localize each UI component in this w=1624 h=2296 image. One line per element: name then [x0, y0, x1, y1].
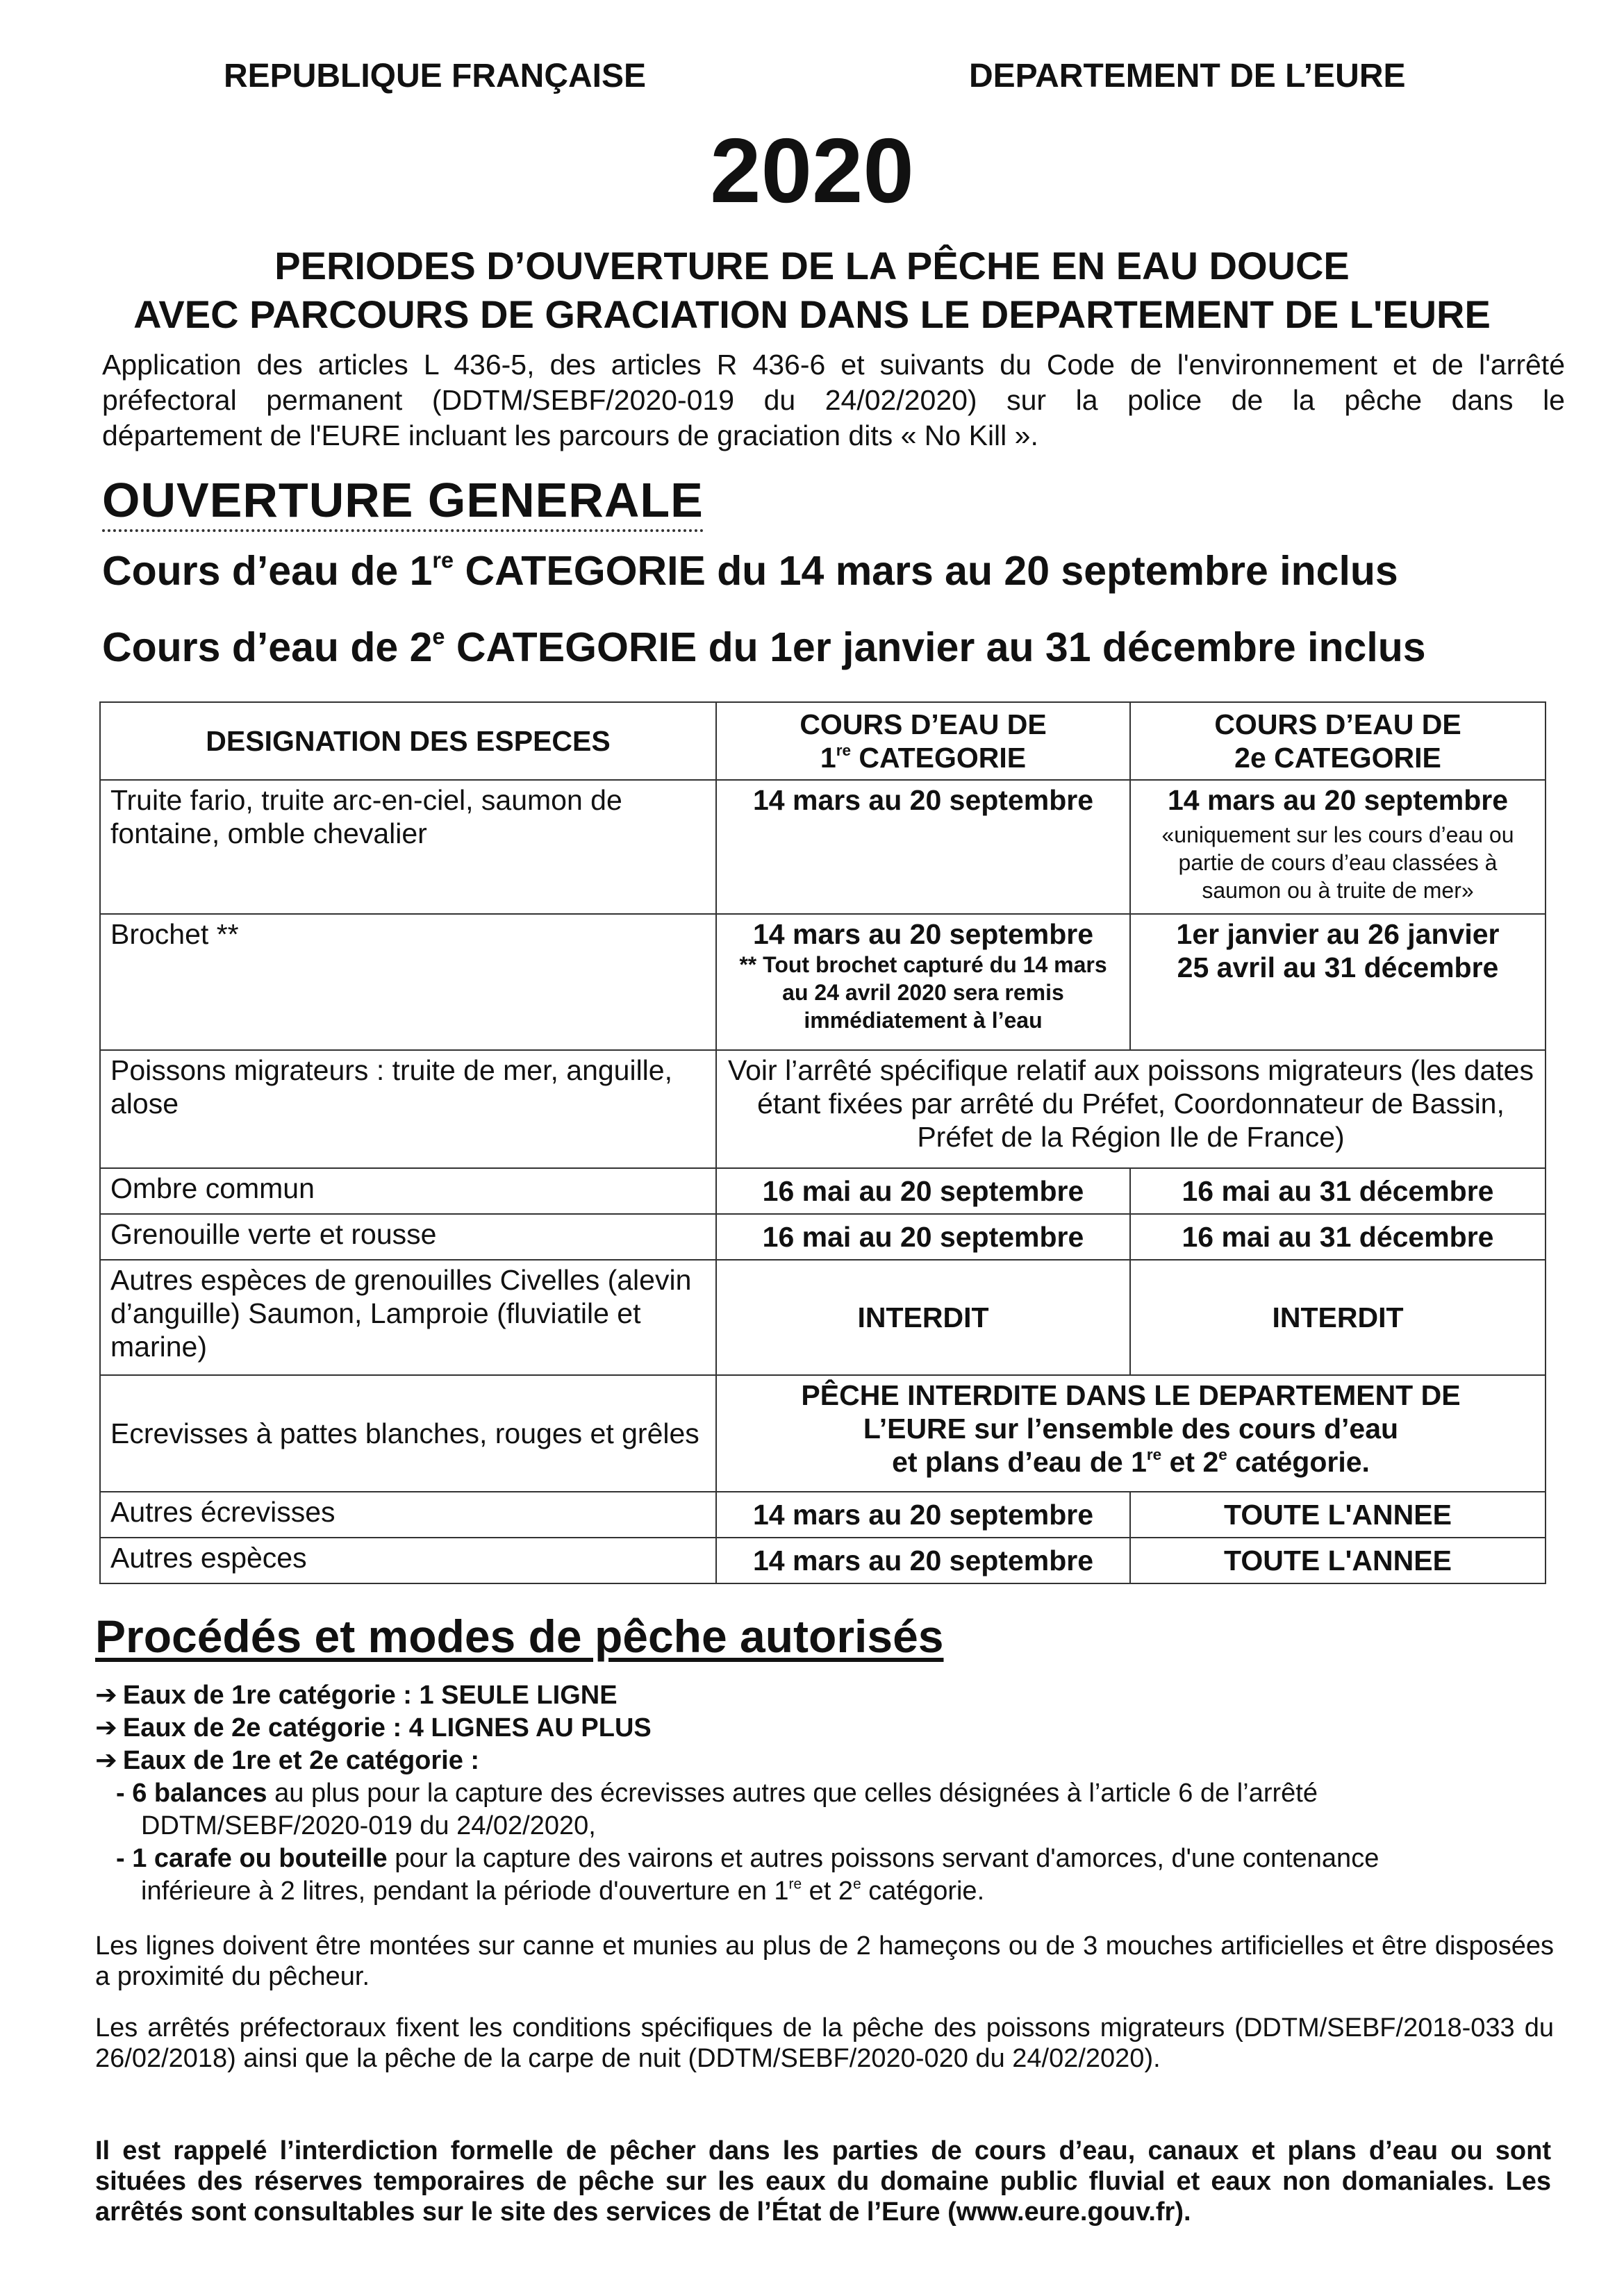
sub2-cont-b: et 2 — [802, 1877, 854, 1906]
header-cat2 — [1130, 702, 1546, 780]
table-row — [100, 1050, 1546, 1168]
ouverture-heading: OUVERTURE GENERALE — [102, 472, 704, 532]
item2-label: Eaux de 2e catégorie : — [122, 1713, 409, 1742]
ombre-cat2: 16 mai au 31 décembre — [1130, 1168, 1546, 1214]
sub1-bold: - 6 balances — [116, 1779, 267, 1808]
header-cat1-word: CATEGORIE — [851, 742, 1027, 774]
brochet-cat1 — [716, 914, 1130, 1050]
intro-line-3: département de l'EURE incluant les parcours de graciation dits « No Kill ». — [102, 419, 1038, 451]
table-row — [100, 1214, 1546, 1260]
header-departement: DEPARTEMENT DE L’EURE — [969, 58, 1406, 94]
cat2-sup: e — [432, 624, 445, 649]
paragraph-arretes: Les arrêtés préfectoraux fixent les conditions spécifiques de la pêche des poissons migrateurs (DDTM/SEBF/2018-033 du 26/02/2018) ainsi que la pêche de la carpe de nuit (DDTM/SEBF/2020-020 du 24/02/2020). — [95, 2013, 1554, 2073]
year-title: 2020 — [710, 119, 914, 222]
item2-value: 4 LIGNES AU PLUS — [408, 1713, 652, 1742]
brochet-cat2-line2: 25 avril au 31 décembre — [1177, 951, 1499, 983]
title-line-2: AVEC PARCOURS DE GRACIATION DANS LE DEPARTEMENT DE L'EURE — [133, 292, 1491, 336]
cat1-text-a: Cours d’eau de 1 — [102, 548, 433, 594]
grenouille-cat1: 16 mai au 20 septembre — [716, 1214, 1130, 1260]
rappel-paragraph: Il est rappelé l’interdiction formelle de pêcher dans les parties de cours d’eau, canaux et plans d’eau ou sont situées des réserves temporaires de pêche sur les eaux du domaine public fluvial et eaux non domaniales. Les arrêtés sont consultables sur le site des services de l’État de l’Eure (www.eure.gouv.fr). — [95, 2136, 1551, 2227]
ecrevisses-sup2: e — [1218, 1446, 1227, 1464]
truite-cat2-dates: 14 mars au 20 septembre — [1168, 784, 1508, 816]
autres-especes-cat2: TOUTE L'ANNEE — [1130, 1538, 1546, 1583]
item1-label: Eaux de 1re catégorie : — [122, 1681, 420, 1710]
item3-label: Eaux de 1re et 2e catégorie : — [122, 1746, 480, 1775]
species-ombre: Ombre commun — [100, 1168, 716, 1214]
table-header-row — [100, 702, 1546, 780]
sub2-bold: - 1 carafe ou bouteille — [116, 1844, 388, 1873]
brochet-cat1-note: ** Tout brochet capturé du 14 mars au 24 avril 2020 sera remis immédiatement à l’eau — [739, 952, 1107, 1033]
paragraph-lignes: Les lignes doivent être montées sur canne et munies au plus de 2 hameçons ou de 3 mouches artificielles et être disposées a proximité du pêcheur. — [95, 1931, 1554, 1991]
header-cat1-sup: re — [836, 742, 852, 760]
procedes-item-1 — [95, 1679, 1554, 1712]
truite-cat2 — [1130, 780, 1546, 914]
arrow-right-icon: ➔ — [95, 1713, 117, 1742]
item1-value: 1 SEULE LIGNE — [419, 1681, 618, 1710]
migrateurs-periods: Voir l’arrêté spécifique relatif aux poissons migrateurs (les dates étant fixées par arrêté du Préfet, Coordonnateur de Bassin, Préfet de la Région Ile de France) — [716, 1050, 1546, 1168]
procedes-sub-1-cont: DDTM/SEBF/2020-019 du 24/02/2020, — [141, 1811, 596, 1840]
procedes-sub-2 — [95, 1842, 1554, 1875]
table-row — [100, 1538, 1546, 1583]
procedes-sub-1 — [95, 1777, 1554, 1810]
categorie-1-line — [102, 547, 1398, 594]
header-cat2-line2: 2e CATEGORIE — [1234, 742, 1441, 774]
cat2-text-a: Cours d’eau de 2 — [102, 624, 433, 670]
procedes-item-3 — [95, 1745, 1554, 1777]
cat1-text-b: CATEGORIE du 14 mars au 20 septembre inclus — [454, 548, 1398, 594]
autres-ecrevisses-cat2: TOUTE L'ANNEE — [1130, 1492, 1546, 1538]
grenouille-cat2: 16 mai au 31 décembre — [1130, 1214, 1546, 1260]
header-republique: REPUBLIQUE FRANÇAISE — [224, 58, 647, 94]
sub1-text: au plus pour la capture des écrevisses autres que celles désignées à l’article 6 de l’arrêté — [267, 1779, 1318, 1808]
procedes-heading: Procédés et modes de pêche autorisés — [95, 1611, 944, 1662]
ecrevisses-line3-c: catégorie. — [1227, 1446, 1370, 1478]
species-ecrevisses-pattes: Ecrevisses à pattes blanches, rouges et grêles — [100, 1375, 716, 1492]
autres-ecrevisses-cat1: 14 mars au 20 septembre — [716, 1492, 1130, 1538]
autres-grenouilles-cat2: INTERDIT — [1130, 1260, 1546, 1375]
ecrevisses-line3-b: et 2 — [1161, 1446, 1219, 1478]
ecrevisses-pattes-periods — [716, 1375, 1546, 1492]
ecrevisses-line3 — [727, 1445, 1535, 1479]
procedes-sub-2-cont — [95, 1875, 1554, 1908]
species-migrateurs: Poissons migrateurs : truite de mer, anguille, alose — [100, 1050, 716, 1168]
table-row — [100, 1260, 1546, 1375]
autres-especes-cat1: 14 mars au 20 septembre — [716, 1538, 1130, 1583]
ecrevisses-line2: L’EURE sur l’ensemble des cours d’eau — [863, 1413, 1399, 1445]
header-cat1-line2 — [727, 741, 1120, 774]
arrow-right-icon: ➔ — [95, 1746, 117, 1775]
procedes-item-2 — [95, 1712, 1554, 1745]
header-cat2-line1: COURS D’EAU DE — [1214, 708, 1461, 740]
table-row — [100, 1168, 1546, 1214]
procedes-list — [95, 1679, 1554, 1908]
brochet-cat1-dates: 14 mars au 20 septembre — [753, 918, 1093, 950]
cat1-sup: re — [432, 547, 454, 573]
table-row — [100, 1375, 1546, 1492]
species-grenouille: Grenouille verte et rousse — [100, 1214, 716, 1260]
truite-cat2-note: «uniquement sur les cours d’eau ou partie de cours d’eau classées à saumon ou à truite de mer» — [1161, 822, 1514, 903]
species-autres-grenouilles: Autres espèces de grenouilles Civelles (alevin d’anguille) Saumon, Lamproie (fluviatile et marine) — [100, 1260, 716, 1375]
periods-table — [99, 701, 1546, 1584]
cat2-text-b: CATEGORIE du 1er janvier au 31 décembre inclus — [445, 624, 1426, 670]
species-truite: Truite fario, truite arc-en-ciel, saumon de fontaine, omble chevalier — [100, 780, 716, 914]
sub2-cont-a: inférieure à 2 litres, pendant la période d'ouverture en 1 — [141, 1877, 789, 1906]
species-autres-ecrevisses: Autres écrevisses — [100, 1492, 716, 1538]
header-cat1-num: 1 — [820, 742, 836, 774]
sub2-text: pour la capture des vairons et autres poissons servant d'amorces, d'une contenance — [387, 1844, 1379, 1873]
title-line-1: PERIODES D’OUVERTURE DE LA PÊCHE EN EAU DOUCE — [274, 244, 1350, 288]
ombre-cat1: 16 mai au 20 septembre — [716, 1168, 1130, 1214]
header-cat1-line1: COURS D’EAU DE — [799, 708, 1047, 740]
intro-paragraph — [102, 347, 1565, 454]
autres-grenouilles-cat1: INTERDIT — [716, 1260, 1130, 1375]
table-row — [100, 914, 1546, 1050]
header-species: DESIGNATION DES ESPECES — [100, 702, 716, 780]
arrow-right-icon: ➔ — [95, 1681, 117, 1710]
sub2-cont-c: catégorie. — [861, 1877, 985, 1906]
sub2-cont-sup1: re — [788, 1876, 802, 1892]
header-cat1 — [716, 702, 1130, 780]
brochet-cat2 — [1130, 914, 1546, 1050]
ecrevisses-line3-a: et plans d’eau de 1 — [892, 1446, 1147, 1478]
ecrevisses-line1: PÊCHE INTERDITE DANS LE DEPARTEMENT DE — [801, 1379, 1461, 1411]
categorie-2-line — [102, 624, 1426, 671]
brochet-cat2-line1: 1er janvier au 26 janvier — [1176, 918, 1500, 950]
table-row — [100, 780, 1546, 914]
intro-line-1: Application des articles L 436-5, des articles R 436-6 et suivants du Code de l'environnement et de l'arrêté — [102, 349, 1565, 381]
sub2-cont-sup2: e — [853, 1876, 861, 1892]
ecrevisses-sup1: re — [1146, 1446, 1162, 1464]
intro-line-2: préfectoral permanent (DDTM/SEBF/2020-019 du 24/02/2020) sur la police de la pêche dans le — [102, 384, 1565, 416]
species-brochet: Brochet ** — [100, 914, 716, 1050]
truite-cat1: 14 mars au 20 septembre — [716, 780, 1130, 914]
species-autres-especes: Autres espèces — [100, 1538, 716, 1583]
table-row — [100, 1492, 1546, 1538]
